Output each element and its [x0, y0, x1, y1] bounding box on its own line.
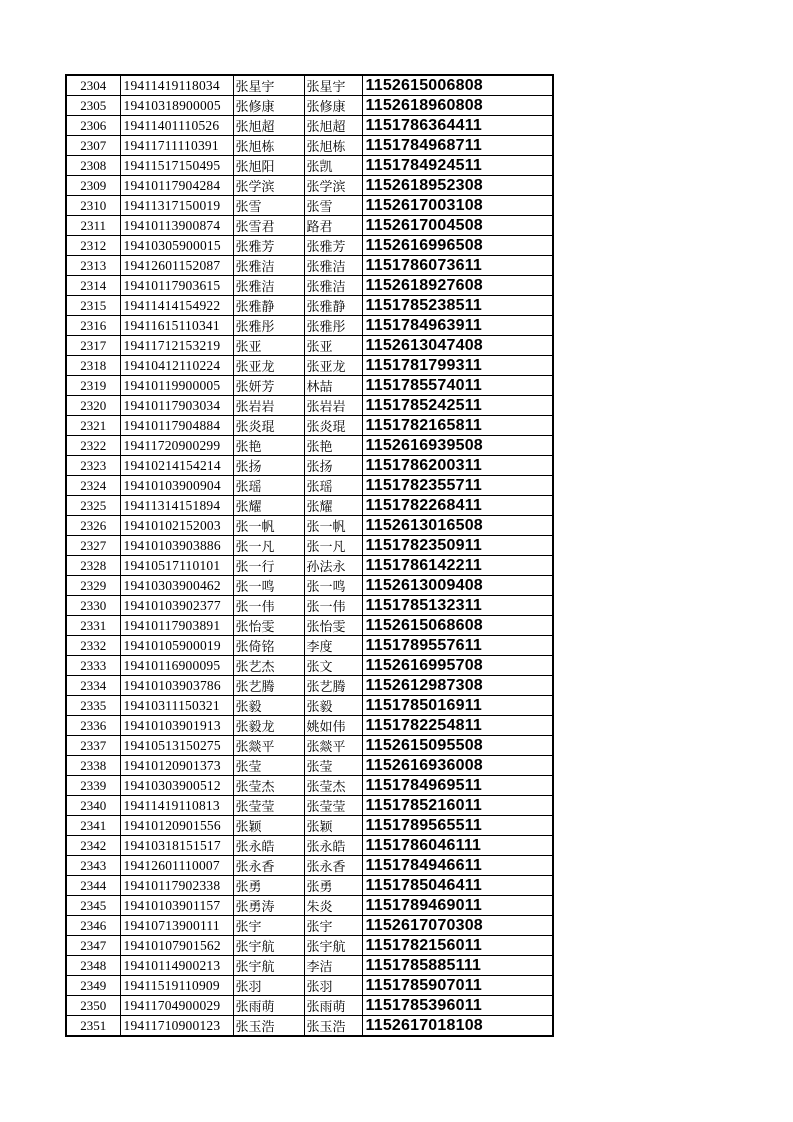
name-secondary-cell: 张雅芳: [304, 236, 362, 256]
name-primary-cell: 张羽: [233, 976, 304, 996]
row-number-cell: 2351: [66, 1016, 120, 1037]
account-number-cell: 1152613009408: [362, 576, 553, 596]
account-number-cell: 1151782355711: [362, 476, 553, 496]
row-number-cell: 2320: [66, 396, 120, 416]
table-row: [66, 576, 553, 596]
id-number-cell: 19410318151517: [120, 836, 233, 856]
row-number-cell: 2347: [66, 936, 120, 956]
account-number-cell: 1152615006808: [362, 75, 553, 96]
table-row: [66, 156, 553, 176]
name-primary-cell: 张永皓: [233, 836, 304, 856]
name-secondary-cell: 朱炎: [304, 896, 362, 916]
name-secondary-cell: 张亚: [304, 336, 362, 356]
account-number-cell: 1152615068608: [362, 616, 553, 636]
table-row: [66, 556, 553, 576]
row-number-cell: 2304: [66, 75, 120, 96]
id-number-cell: 19411519110909: [120, 976, 233, 996]
row-number-cell: 2319: [66, 376, 120, 396]
name-secondary-cell: 张雅洁: [304, 276, 362, 296]
table-row: [66, 736, 553, 756]
account-number-cell: 1151784946611: [362, 856, 553, 876]
id-number-cell: 19410117902338: [120, 876, 233, 896]
row-number-cell: 2342: [66, 836, 120, 856]
name-secondary-cell: 张雅静: [304, 296, 362, 316]
id-number-cell: 19411711110391: [120, 136, 233, 156]
table-row: [66, 816, 553, 836]
name-primary-cell: 张倚铭: [233, 636, 304, 656]
row-number-cell: 2326: [66, 516, 120, 536]
id-number-cell: 19410120901556: [120, 816, 233, 836]
row-number-cell: 2325: [66, 496, 120, 516]
row-number-cell: 2336: [66, 716, 120, 736]
name-secondary-cell: 孙法永: [304, 556, 362, 576]
name-secondary-cell: 张一凡: [304, 536, 362, 556]
name-primary-cell: 张艺腾: [233, 676, 304, 696]
name-primary-cell: 张耀: [233, 496, 304, 516]
account-number-cell: 1152613047408: [362, 336, 553, 356]
account-number-cell: 1151789557611: [362, 636, 553, 656]
table-row: [66, 256, 553, 276]
id-number-cell: 19411720900299: [120, 436, 233, 456]
id-number-cell: 19410120901373: [120, 756, 233, 776]
table-row: [66, 116, 553, 136]
table-row: [66, 196, 553, 216]
name-secondary-cell: 李洁: [304, 956, 362, 976]
account-number-cell: 1152616995708: [362, 656, 553, 676]
id-number-cell: 19410103903886: [120, 536, 233, 556]
id-number-cell: 19410117904884: [120, 416, 233, 436]
name-secondary-cell: 路君: [304, 216, 362, 236]
table-row: [66, 456, 553, 476]
name-secondary-cell: 张一伟: [304, 596, 362, 616]
row-number-cell: 2305: [66, 96, 120, 116]
id-number-cell: 19411704900029: [120, 996, 233, 1016]
id-number-cell: 19411401110526: [120, 116, 233, 136]
table-row: [66, 756, 553, 776]
table-row: [66, 376, 553, 396]
table-row: [66, 876, 553, 896]
name-secondary-cell: 张羽: [304, 976, 362, 996]
name-secondary-cell: 张扬: [304, 456, 362, 476]
account-number-cell: 1152616939508: [362, 436, 553, 456]
id-number-cell: 19411712153219: [120, 336, 233, 356]
table-row: [66, 476, 553, 496]
table-row: [66, 936, 553, 956]
table-row: [66, 656, 553, 676]
row-number-cell: 2306: [66, 116, 120, 136]
account-number-cell: 1151782350911: [362, 536, 553, 556]
id-number-cell: 19410103901157: [120, 896, 233, 916]
id-number-cell: 19410103903786: [120, 676, 233, 696]
row-number-cell: 2317: [66, 336, 120, 356]
table-row: [66, 356, 553, 376]
account-number-cell: 1151785046411: [362, 876, 553, 896]
account-number-cell: 1151786200311: [362, 456, 553, 476]
row-number-cell: 2324: [66, 476, 120, 496]
name-primary-cell: 张旭阳: [233, 156, 304, 176]
id-number-cell: 19410412110224: [120, 356, 233, 376]
id-number-cell: 19411615110341: [120, 316, 233, 336]
row-number-cell: 2321: [66, 416, 120, 436]
name-secondary-cell: 张一帆: [304, 516, 362, 536]
name-secondary-cell: 张怡雯: [304, 616, 362, 636]
table-row: [66, 956, 553, 976]
account-number-cell: 1151785396011: [362, 996, 553, 1016]
name-secondary-cell: 张宇: [304, 916, 362, 936]
name-secondary-cell: 张文: [304, 656, 362, 676]
name-primary-cell: 张艳: [233, 436, 304, 456]
name-secondary-cell: 张莹莹: [304, 796, 362, 816]
id-number-cell: 19410311150321: [120, 696, 233, 716]
name-primary-cell: 张岩岩: [233, 396, 304, 416]
name-primary-cell: 张亚龙: [233, 356, 304, 376]
name-secondary-cell: 张亚龙: [304, 356, 362, 376]
table-row: [66, 396, 553, 416]
row-number-cell: 2334: [66, 676, 120, 696]
id-number-cell: 19411710900123: [120, 1016, 233, 1037]
name-primary-cell: 张燚平: [233, 736, 304, 756]
account-number-cell: 1152615095508: [362, 736, 553, 756]
table-row: [66, 536, 553, 556]
id-number-cell: 19410105900019: [120, 636, 233, 656]
name-primary-cell: 张雅洁: [233, 256, 304, 276]
row-number-cell: 2338: [66, 756, 120, 776]
name-primary-cell: 张莹: [233, 756, 304, 776]
id-number-cell: 19411517150495: [120, 156, 233, 176]
account-number-cell: 1151782165811: [362, 416, 553, 436]
name-primary-cell: 张永香: [233, 856, 304, 876]
roster-table: [65, 74, 554, 1037]
name-primary-cell: 张雅芳: [233, 236, 304, 256]
name-primary-cell: 张玉浩: [233, 1016, 304, 1037]
id-number-cell: 19411419110813: [120, 796, 233, 816]
row-number-cell: 2335: [66, 696, 120, 716]
account-number-cell: 1152616936008: [362, 756, 553, 776]
account-number-cell: 1152618927608: [362, 276, 553, 296]
name-secondary-cell: 张瑶: [304, 476, 362, 496]
account-number-cell: 1151784963911: [362, 316, 553, 336]
name-secondary-cell: 张艳: [304, 436, 362, 456]
name-secondary-cell: 张艺腾: [304, 676, 362, 696]
name-primary-cell: 张颖: [233, 816, 304, 836]
name-primary-cell: 张一鸣: [233, 576, 304, 596]
account-number-cell: 1152617003108: [362, 196, 553, 216]
name-primary-cell: 张勇涛: [233, 896, 304, 916]
row-number-cell: 2329: [66, 576, 120, 596]
name-secondary-cell: 张修康: [304, 96, 362, 116]
table-row: [66, 496, 553, 516]
name-primary-cell: 张雅静: [233, 296, 304, 316]
id-number-cell: 19411314151894: [120, 496, 233, 516]
account-number-cell: 1151785907011: [362, 976, 553, 996]
account-number-cell: 1151785238511: [362, 296, 553, 316]
table-row: [66, 96, 553, 116]
name-secondary-cell: 张永皓: [304, 836, 362, 856]
account-number-cell: 1151785574011: [362, 376, 553, 396]
name-secondary-cell: 张学滨: [304, 176, 362, 196]
id-number-cell: 19410116900095: [120, 656, 233, 676]
table-row: [66, 996, 553, 1016]
id-number-cell: 19410318900005: [120, 96, 233, 116]
name-primary-cell: 张瑶: [233, 476, 304, 496]
row-number-cell: 2333: [66, 656, 120, 676]
name-secondary-cell: 张耀: [304, 496, 362, 516]
row-number-cell: 2313: [66, 256, 120, 276]
row-number-cell: 2322: [66, 436, 120, 456]
table-row: [66, 596, 553, 616]
name-primary-cell: 张雅洁: [233, 276, 304, 296]
name-secondary-cell: 张毅: [304, 696, 362, 716]
row-number-cell: 2332: [66, 636, 120, 656]
table-row: [66, 716, 553, 736]
id-number-cell: 19411414154922: [120, 296, 233, 316]
name-primary-cell: 张妍芳: [233, 376, 304, 396]
id-number-cell: 19410303900512: [120, 776, 233, 796]
id-number-cell: 19410119900005: [120, 376, 233, 396]
id-number-cell: 19410103901913: [120, 716, 233, 736]
account-number-cell: 1151786364411: [362, 116, 553, 136]
row-number-cell: 2331: [66, 616, 120, 636]
table-row: [66, 976, 553, 996]
name-primary-cell: 张一凡: [233, 536, 304, 556]
id-number-cell: 19412601152087: [120, 256, 233, 276]
name-primary-cell: 张扬: [233, 456, 304, 476]
name-secondary-cell: 张雪: [304, 196, 362, 216]
id-number-cell: 19411419118034: [120, 75, 233, 96]
id-number-cell: 19410117903034: [120, 396, 233, 416]
account-number-cell: 1151789565511: [362, 816, 553, 836]
name-secondary-cell: 张凯: [304, 156, 362, 176]
account-number-cell: 1151784969511: [362, 776, 553, 796]
table-row: [66, 916, 553, 936]
name-secondary-cell: 张炎琨: [304, 416, 362, 436]
row-number-cell: 2309: [66, 176, 120, 196]
name-secondary-cell: 张莹杰: [304, 776, 362, 796]
table-row: [66, 316, 553, 336]
account-number-cell: 1151781799311: [362, 356, 553, 376]
row-number-cell: 2315: [66, 296, 120, 316]
name-primary-cell: 张一伟: [233, 596, 304, 616]
account-number-cell: 1151785016911: [362, 696, 553, 716]
row-number-cell: 2312: [66, 236, 120, 256]
name-primary-cell: 张修康: [233, 96, 304, 116]
table-row: [66, 336, 553, 356]
table-row: [66, 676, 553, 696]
table-row: [66, 636, 553, 656]
row-number-cell: 2349: [66, 976, 120, 996]
name-primary-cell: 张雪: [233, 196, 304, 216]
row-number-cell: 2350: [66, 996, 120, 1016]
name-secondary-cell: 张雨萌: [304, 996, 362, 1016]
name-primary-cell: 张炎琨: [233, 416, 304, 436]
account-number-cell: 1151786073611: [362, 256, 553, 276]
account-number-cell: 1151785242511: [362, 396, 553, 416]
account-number-cell: 1151785132311: [362, 596, 553, 616]
row-number-cell: 2344: [66, 876, 120, 896]
name-secondary-cell: 张雅彤: [304, 316, 362, 336]
name-secondary-cell: 张岩岩: [304, 396, 362, 416]
name-primary-cell: 张旭超: [233, 116, 304, 136]
name-secondary-cell: 张玉浩: [304, 1016, 362, 1037]
name-primary-cell: 张亚: [233, 336, 304, 356]
name-secondary-cell: 李度: [304, 636, 362, 656]
row-number-cell: 2339: [66, 776, 120, 796]
id-number-cell: 19410103900904: [120, 476, 233, 496]
account-number-cell: 1151782254811: [362, 716, 553, 736]
id-number-cell: 19410103902377: [120, 596, 233, 616]
name-primary-cell: 张怡雯: [233, 616, 304, 636]
name-secondary-cell: 姚如伟: [304, 716, 362, 736]
name-primary-cell: 张宇: [233, 916, 304, 936]
name-primary-cell: 张宇航: [233, 956, 304, 976]
name-secondary-cell: 张宇航: [304, 936, 362, 956]
name-primary-cell: 张毅: [233, 696, 304, 716]
id-number-cell: 19410517110101: [120, 556, 233, 576]
table-row: [66, 75, 553, 96]
row-number-cell: 2341: [66, 816, 120, 836]
name-primary-cell: 张勇: [233, 876, 304, 896]
table-row: [66, 856, 553, 876]
table-row: [66, 776, 553, 796]
id-number-cell: 19412601110007: [120, 856, 233, 876]
name-secondary-cell: 张莹: [304, 756, 362, 776]
name-secondary-cell: 张雅洁: [304, 256, 362, 276]
name-secondary-cell: 张燚平: [304, 736, 362, 756]
table-row: [66, 836, 553, 856]
name-secondary-cell: 张永香: [304, 856, 362, 876]
name-secondary-cell: 张旭栋: [304, 136, 362, 156]
account-number-cell: 1152617004508: [362, 216, 553, 236]
name-primary-cell: 张莹莹: [233, 796, 304, 816]
table-row: [66, 1016, 553, 1037]
table-row: [66, 616, 553, 636]
row-number-cell: 2337: [66, 736, 120, 756]
id-number-cell: 19410214154214: [120, 456, 233, 476]
table-row: [66, 136, 553, 156]
table-body: [66, 75, 553, 1036]
id-number-cell: 19410303900462: [120, 576, 233, 596]
name-primary-cell: 张毅龙: [233, 716, 304, 736]
table-row: [66, 416, 553, 436]
row-number-cell: 2343: [66, 856, 120, 876]
name-primary-cell: 张学滨: [233, 176, 304, 196]
table-row: [66, 896, 553, 916]
account-number-cell: 1152617070308: [362, 916, 553, 936]
account-number-cell: 1151789469011: [362, 896, 553, 916]
name-secondary-cell: 张旭超: [304, 116, 362, 136]
account-number-cell: 1151786046111: [362, 836, 553, 856]
row-number-cell: 2318: [66, 356, 120, 376]
table-row: [66, 236, 553, 256]
name-primary-cell: 张雅彤: [233, 316, 304, 336]
row-number-cell: 2316: [66, 316, 120, 336]
account-number-cell: 1152612987308: [362, 676, 553, 696]
id-number-cell: 19410713900111: [120, 916, 233, 936]
row-number-cell: 2346: [66, 916, 120, 936]
name-secondary-cell: 张星宇: [304, 75, 362, 96]
table-row: [66, 296, 553, 316]
table-row: [66, 796, 553, 816]
name-secondary-cell: 林喆: [304, 376, 362, 396]
id-number-cell: 19410102152003: [120, 516, 233, 536]
table-row: [66, 276, 553, 296]
name-secondary-cell: 张颖: [304, 816, 362, 836]
row-number-cell: 2327: [66, 536, 120, 556]
account-number-cell: 1151786142211: [362, 556, 553, 576]
name-primary-cell: 张宇航: [233, 936, 304, 956]
account-number-cell: 1151785216011: [362, 796, 553, 816]
row-number-cell: 2330: [66, 596, 120, 616]
name-primary-cell: 张雪君: [233, 216, 304, 236]
account-number-cell: 1151784924511: [362, 156, 553, 176]
row-number-cell: 2340: [66, 796, 120, 816]
id-number-cell: 19410117903891: [120, 616, 233, 636]
name-primary-cell: 张星宇: [233, 75, 304, 96]
id-number-cell: 19410114900213: [120, 956, 233, 976]
id-number-cell: 19410513150275: [120, 736, 233, 756]
id-number-cell: 19410117904284: [120, 176, 233, 196]
name-primary-cell: 张一行: [233, 556, 304, 576]
account-number-cell: 1151785885111: [362, 956, 553, 976]
account-number-cell: 1152617018108: [362, 1016, 553, 1037]
id-number-cell: 19410113900874: [120, 216, 233, 236]
name-secondary-cell: 张勇: [304, 876, 362, 896]
id-number-cell: 19410305900015: [120, 236, 233, 256]
name-primary-cell: 张雨萌: [233, 996, 304, 1016]
id-number-cell: 19410117903615: [120, 276, 233, 296]
account-number-cell: 1152613016508: [362, 516, 553, 536]
row-number-cell: 2323: [66, 456, 120, 476]
account-number-cell: 1152618952308: [362, 176, 553, 196]
account-number-cell: 1152618960808: [362, 96, 553, 116]
name-primary-cell: 张艺杰: [233, 656, 304, 676]
row-number-cell: 2314: [66, 276, 120, 296]
table-row: [66, 696, 553, 716]
name-primary-cell: 张旭栋: [233, 136, 304, 156]
account-number-cell: 1152616996508: [362, 236, 553, 256]
row-number-cell: 2348: [66, 956, 120, 976]
row-number-cell: 2328: [66, 556, 120, 576]
row-number-cell: 2308: [66, 156, 120, 176]
table-row: [66, 516, 553, 536]
row-number-cell: 2311: [66, 216, 120, 236]
name-primary-cell: 张莹杰: [233, 776, 304, 796]
table-row: [66, 216, 553, 236]
name-primary-cell: 张一帆: [233, 516, 304, 536]
row-number-cell: 2345: [66, 896, 120, 916]
id-number-cell: 19410107901562: [120, 936, 233, 956]
row-number-cell: 2307: [66, 136, 120, 156]
row-number-cell: 2310: [66, 196, 120, 216]
table-row: [66, 176, 553, 196]
name-secondary-cell: 张一鸣: [304, 576, 362, 596]
account-number-cell: 1151782268411: [362, 496, 553, 516]
account-number-cell: 1151784968711: [362, 136, 553, 156]
id-number-cell: 19411317150019: [120, 196, 233, 216]
account-number-cell: 1151782156011: [362, 936, 553, 956]
table-row: [66, 436, 553, 456]
